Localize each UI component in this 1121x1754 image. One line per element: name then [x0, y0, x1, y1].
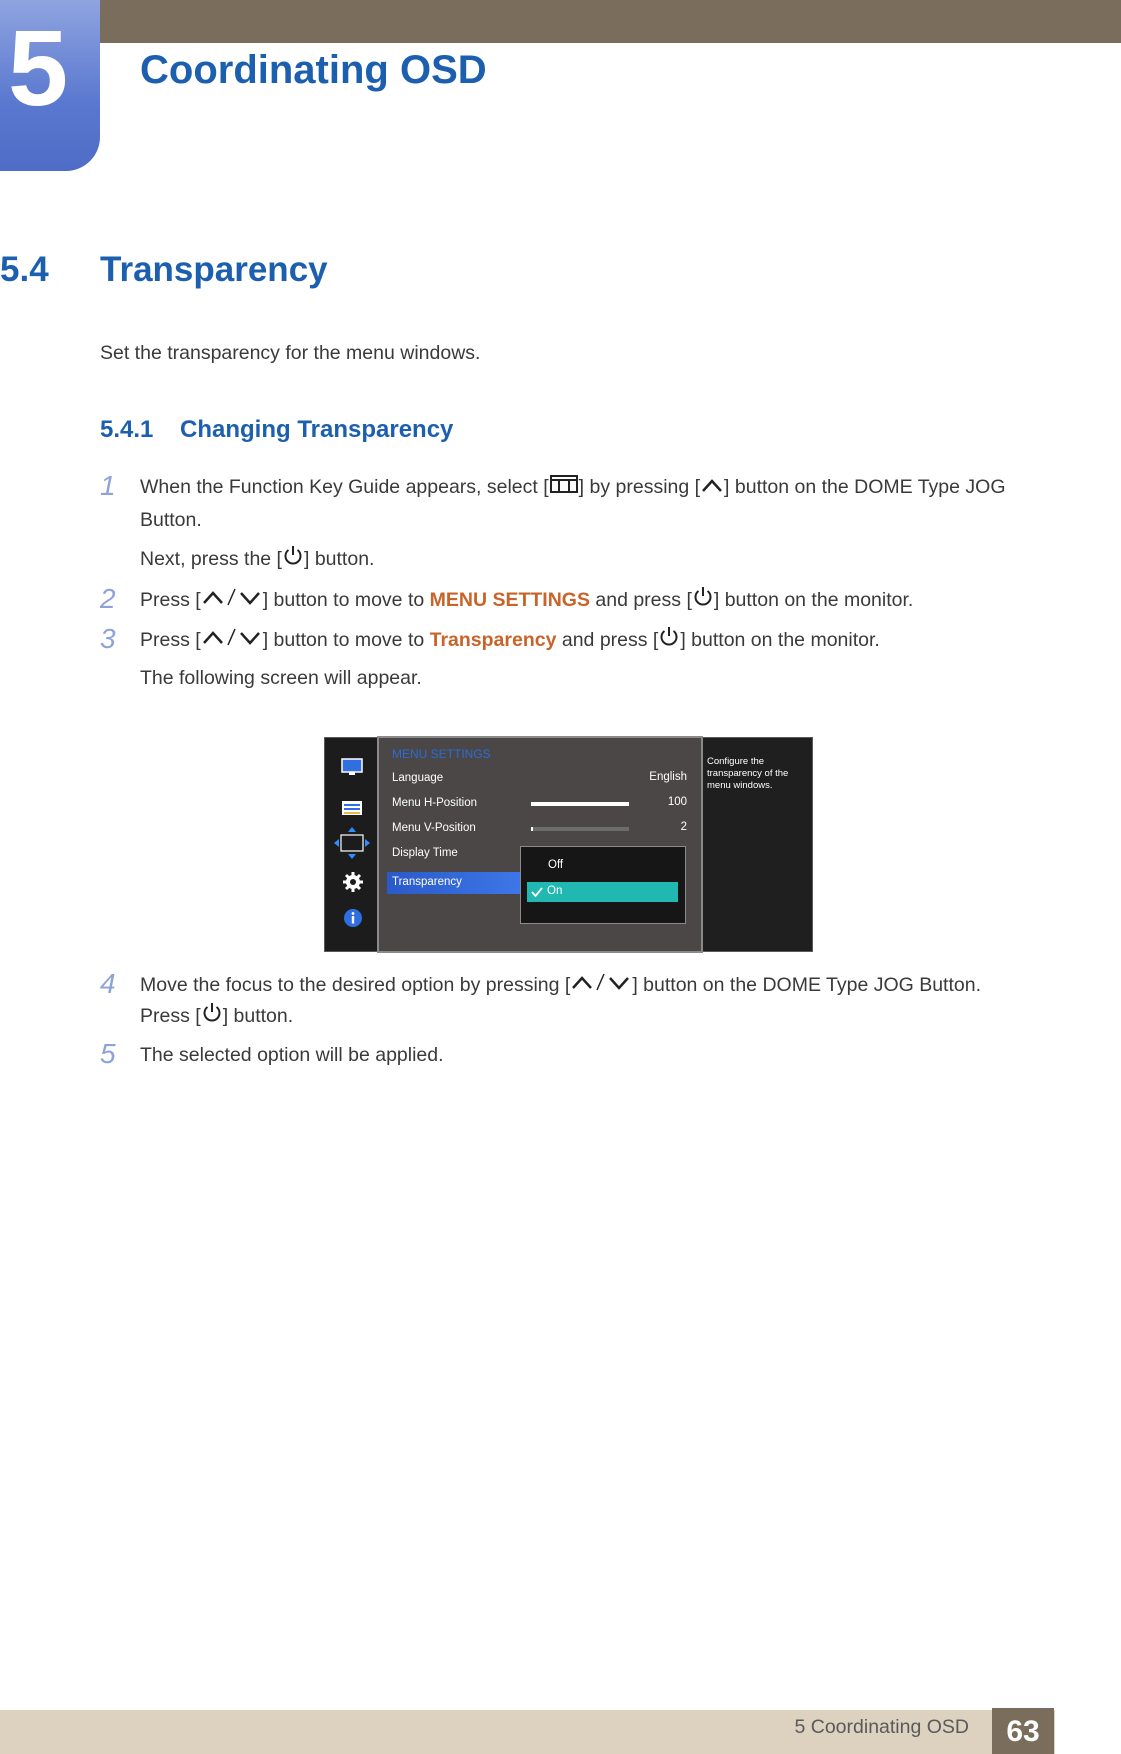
section-intro: Set the transparency for the menu windows. — [100, 342, 481, 364]
osd-h-position-value: 100 — [667, 796, 687, 808]
step-text: The selected option will be applied. — [140, 1044, 444, 1066]
up-down-arrow-icon — [570, 970, 632, 1002]
chapter-number: 5 — [8, 7, 69, 128]
chapter-tab — [0, 0, 100, 171]
step-number: 5 — [100, 1038, 116, 1069]
header-bar — [0, 0, 1121, 43]
power-icon — [692, 585, 714, 617]
footer-chapter-label: 5 Coordinating OSD — [794, 1716, 969, 1738]
function-key-guide-icon — [549, 472, 579, 504]
osd-heading: MENU SETTINGS — [392, 747, 491, 761]
osd-row-menu-h-position[interactable]: Menu H-Position — [392, 797, 478, 809]
option-on-label: On — [547, 885, 563, 897]
option-off[interactable]: Off — [548, 859, 564, 871]
osd-help-text: Configure the transparency of the menu windows. — [707, 756, 789, 791]
check-icon — [531, 886, 543, 898]
step-text: Next, press the [ ] button. — [140, 543, 1040, 576]
h-position-slider[interactable] — [531, 802, 629, 806]
page-number-box — [992, 1708, 1054, 1754]
step-number: 1 — [100, 470, 116, 501]
page-number: 63 — [1006, 1715, 1040, 1748]
h-position-slider-fill — [531, 802, 629, 806]
osd-screenshot — [324, 737, 813, 952]
step-text: Move the focus to the desired option by pressing [ ] button on the DOME Type JOG Button. — [140, 969, 1040, 1002]
up-arrow-icon — [700, 472, 724, 504]
osd-row-menu-v-position[interactable]: Menu V-Position — [392, 822, 476, 834]
step-text: Press [ ] button. — [140, 1000, 1040, 1033]
step-text: Press [ ] button to move to MENU SETTINGS and press [ ] button on the monitor. — [140, 584, 1040, 617]
power-icon — [201, 1001, 223, 1033]
up-down-arrow-icon — [201, 585, 263, 617]
osd-v-position-value: 2 — [680, 821, 687, 833]
position-icon — [333, 826, 371, 865]
gear-icon — [342, 871, 364, 898]
step-number: 2 — [100, 583, 116, 614]
osd-row-display-time[interactable]: Display Time — [392, 847, 458, 859]
osd-row-language[interactable]: Language — [392, 772, 444, 784]
step-text: Press [ ] button to move to Transparency and press [ ] button on the monitor. — [140, 624, 1040, 657]
transparency-options-popup — [520, 846, 686, 924]
info-icon — [343, 908, 363, 933]
section-number: 5.4 — [0, 250, 49, 289]
step-text: When the Function Key Guide appears, select [ ] by pressing [ ] button on the DOME Type JOG Button. — [140, 471, 1040, 536]
osd-row-transparency[interactable] — [387, 872, 527, 894]
subsection-number: 5.4.1 — [100, 416, 154, 443]
power-icon — [282, 544, 304, 576]
option-on[interactable] — [527, 882, 678, 902]
v-position-slider-fill — [531, 827, 533, 831]
chapter-title: Coordinating OSD — [140, 48, 487, 92]
v-position-slider[interactable] — [531, 827, 629, 831]
osd-side-menu — [325, 738, 377, 951]
power-icon — [658, 625, 680, 657]
osd-language-value: English — [649, 771, 687, 783]
up-down-arrow-icon — [201, 625, 263, 657]
picture-icon — [341, 800, 363, 821]
subsection-title: Changing Transparency — [180, 416, 454, 443]
step-number: 3 — [100, 623, 116, 654]
osd-main-panel — [377, 736, 703, 953]
step-number: 4 — [100, 968, 116, 999]
osd-row-transparency-label: Transparency — [392, 876, 462, 888]
step-text: The following screen will appear. — [140, 667, 422, 689]
section-title: Transparency — [100, 250, 328, 289]
monitor-icon — [341, 758, 363, 781]
